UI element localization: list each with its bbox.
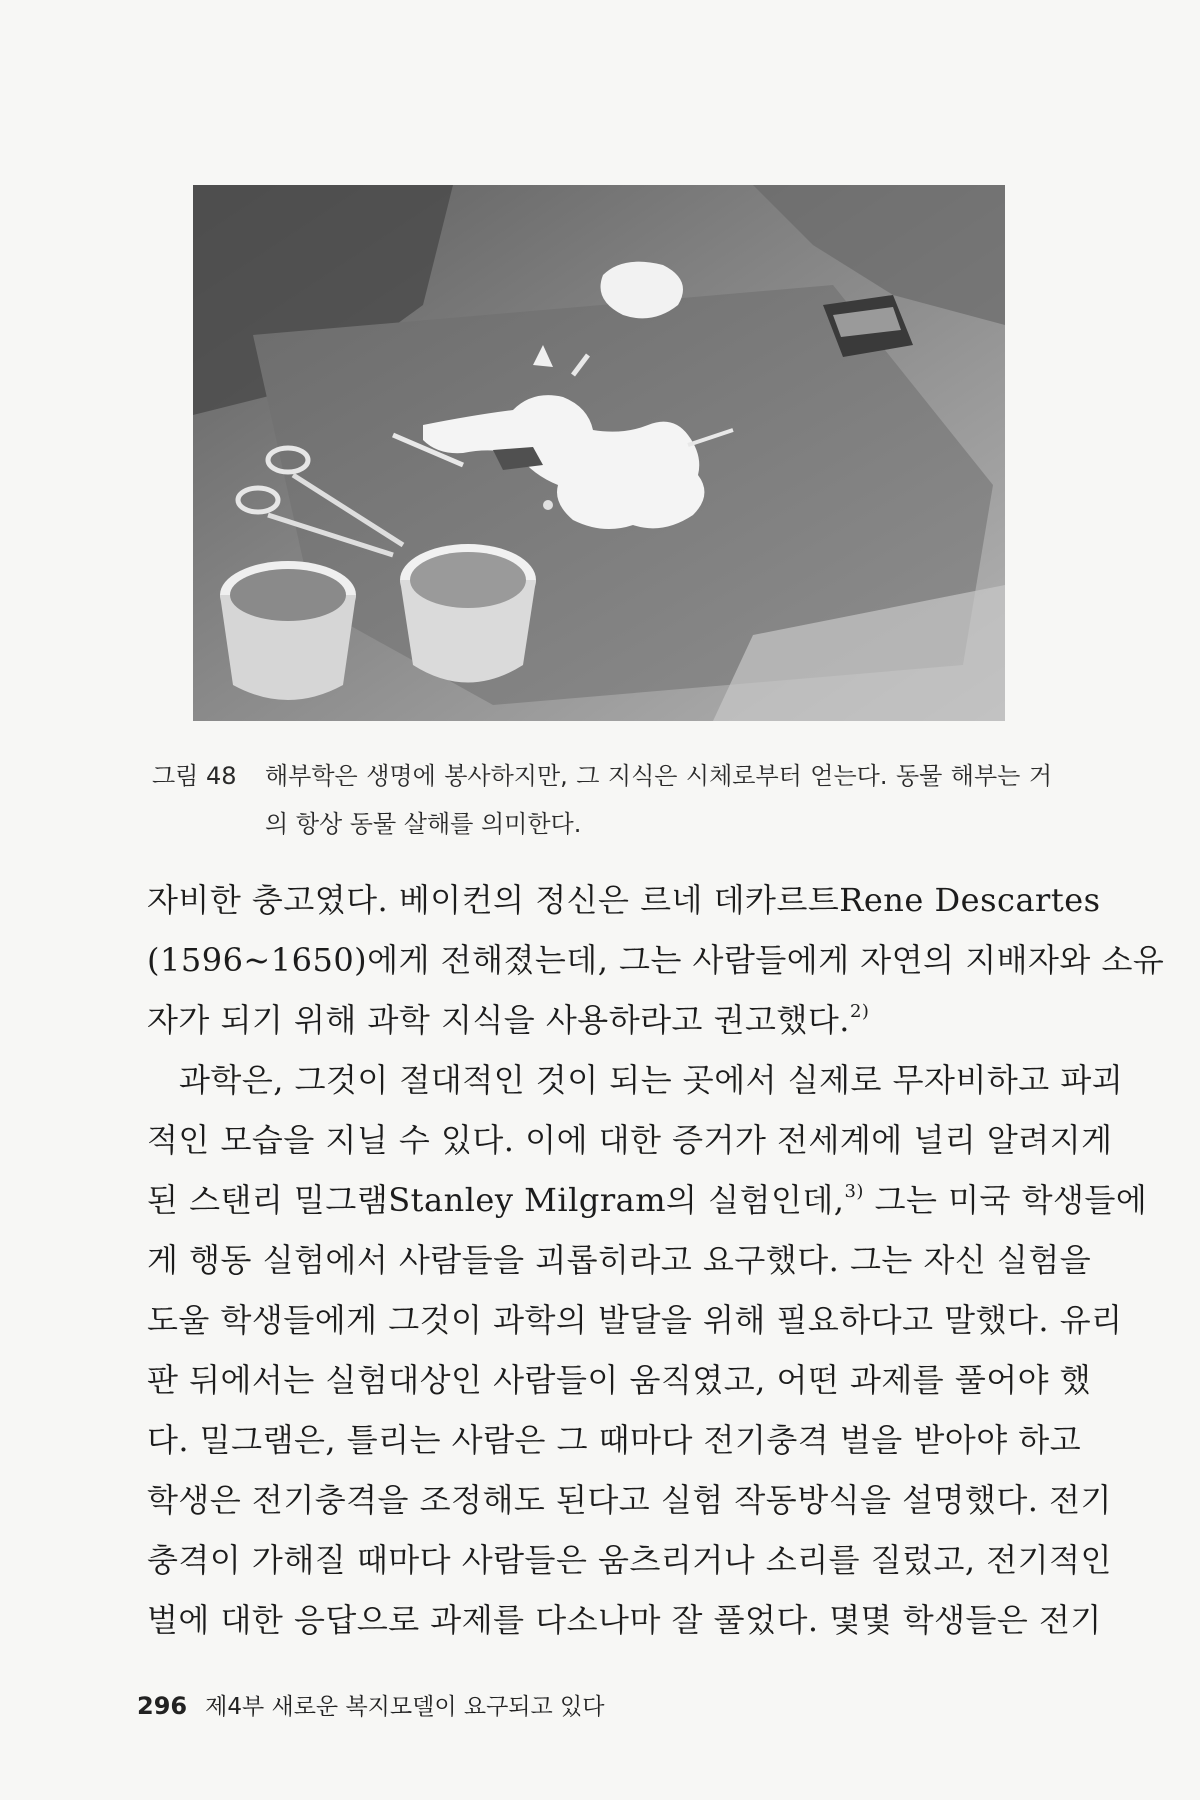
body-line: 도울 학생들에게 그것이 과학의 발달을 위해 필요하다고 말했다. 유리	[147, 1301, 1123, 1339]
dissection-photo-illustration	[193, 185, 1005, 721]
footnote-marker: 3)	[844, 1181, 864, 1202]
footnote-marker: 2)	[849, 1001, 870, 1022]
figure-caption	[152, 752, 1052, 848]
body-line: 다. 밀그램은, 틀리는 사람은 그 때마다 전기충격 벌을 받아야 하고	[147, 1421, 1082, 1459]
figure-label: 그림 48	[152, 762, 237, 790]
body-line: 벌에 대한 응답으로 과제를 다소나마 잘 풀었다. 몇몇 학생들은 전기	[147, 1601, 1102, 1639]
body-line: 학생은 전기충격을 조정해도 된다고 실험 작동방식을 설명했다. 전기	[147, 1481, 1112, 1519]
body-line-text: 자가 되기 위해 과학 지식을 사용하라고 권고했다.	[147, 1001, 850, 1039]
body-line	[147, 1170, 1148, 1230]
body-line: 충격이 가해질 때마다 사람들은 움츠리거나 소리를 질렀고, 전기적인	[147, 1541, 1112, 1579]
body-line: 판 뒤에서는 실험대상인 사람들이 움직였고, 어떤 과제를 풀어야 했	[147, 1361, 1092, 1399]
body-line: 과학은, 그것이 절대적인 것이 되는 곳에서 실제로 무자비하고 파괴	[179, 1061, 1124, 1099]
body-line-text: 된 스탠리 밀그램Stanley Milgram의 실험인데,	[147, 1181, 845, 1219]
body-text	[147, 870, 1165, 1650]
figure-caption-text: 해부학은 생명에 봉사하지만, 그 지식은 시체로부터 얻는다. 동물 해부는 거의 항상 동물 살해를 의미한다.	[265, 762, 1052, 838]
body-line: 자비한 충고였다. 베이컨의 정신은 르네 데카르트Rene Descartes	[147, 881, 1101, 919]
page-number: 296	[137, 1692, 188, 1720]
body-line: (1596~1650)에게 전해졌는데, 그는 사람들에게 자연의 지배자와 소유	[147, 941, 1165, 979]
body-line	[147, 990, 1052, 1050]
body-line: 적인 모습을 지닐 수 있다. 이에 대한 증거가 전세계에 널리 알려지게	[147, 1121, 1113, 1159]
page-footer	[137, 1688, 604, 1721]
body-line-text: 그는 미국 학생들에	[874, 1181, 1148, 1219]
body-line: 게 행동 실험에서 사람들을 괴롭히라고 요구했다. 그는 자신 실험을	[147, 1241, 1092, 1279]
running-title: 제4부 새로운 복지모델이 요구되고 있다	[205, 1694, 605, 1720]
dissection-photo	[193, 185, 1005, 721]
